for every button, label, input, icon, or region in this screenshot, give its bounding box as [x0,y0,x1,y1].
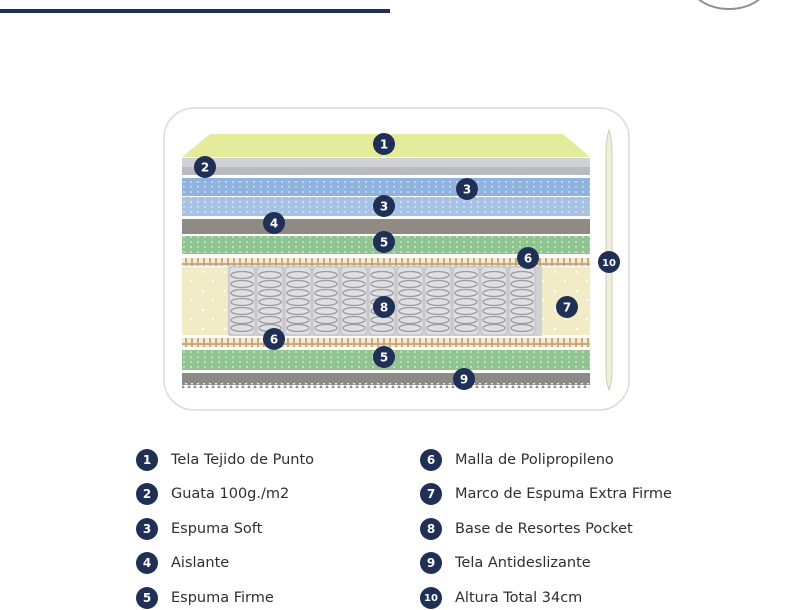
callout-number: 5 [379,235,389,250]
legend-item [420,517,633,541]
legend-label: Guata 100g./m2 [171,486,290,502]
callout-non-slip [453,368,475,390]
callout-firm-foam-bottom [373,346,395,368]
layer-soft-foam-top [182,178,590,196]
legend-number-badge: 1 [136,449,158,471]
legend-number-badge: 9 [420,552,442,574]
callout-number: 5 [379,350,389,365]
legend-label: Aislante [171,555,230,571]
layer-non-slip-fabric [182,373,590,388]
legend-number-badge: 3 [136,518,158,540]
callout-foam-frame [556,296,578,318]
legend-label: Espuma Soft [171,521,263,537]
callout-mesh-bottom [263,328,285,350]
callout-number: 6 [523,251,533,266]
callout-number: 9 [459,372,469,387]
legend-number-badge: 6 [420,449,442,471]
layer-wadding [182,158,590,175]
callout-springs [373,296,395,318]
legend-item [136,586,274,610]
callout-number: 3 [379,199,389,214]
callout-number: 4 [269,216,279,231]
legend-label: Altura Total 34cm [455,590,583,606]
callout-number: 7 [562,300,572,315]
callout-soft-foam-top [456,178,478,200]
legend-item [136,551,229,575]
legend-number-badge: 8 [420,518,442,540]
legend-item [420,482,672,506]
legend-label: Malla de Polipropileno [455,452,614,468]
callout-insulator [263,212,285,234]
legend-number-badge: 2 [136,483,158,505]
legend-item [420,551,591,575]
callout-soft-foam-bottom [373,195,395,217]
callout-number: 8 [379,300,389,315]
callout-number: 10 [602,258,616,269]
callout-number: 6 [269,332,279,347]
legend-label: Base de Resortes Pocket [455,521,633,537]
callout-firm-foam-top [373,231,395,253]
callout-number: 2 [200,160,210,175]
legend-label: Espuma Firme [171,590,274,606]
legend-item [136,448,314,472]
legend-item [136,482,289,506]
callout-height [598,251,620,273]
callout-mesh-top [517,247,539,269]
callout-cover [373,133,395,155]
legend-item [136,517,262,541]
legend-number-badge: 5 [136,587,158,609]
callout-number: 1 [379,137,389,152]
legend-label: Tela Antideslizante [455,555,591,571]
legend-number-badge: 4 [136,552,158,574]
callout-number: 3 [462,182,472,197]
legend-label: Marco de Espuma Extra Firme [455,486,672,502]
legend-number-badge: 10 [420,587,442,609]
layer-mesh-bottom [182,338,590,347]
legend-number-badge: 7 [420,483,442,505]
legend-item [420,586,582,610]
legend-item [420,448,614,472]
legend-label: Tela Tejido de Punto [171,452,315,468]
callout-wadding [194,156,216,178]
